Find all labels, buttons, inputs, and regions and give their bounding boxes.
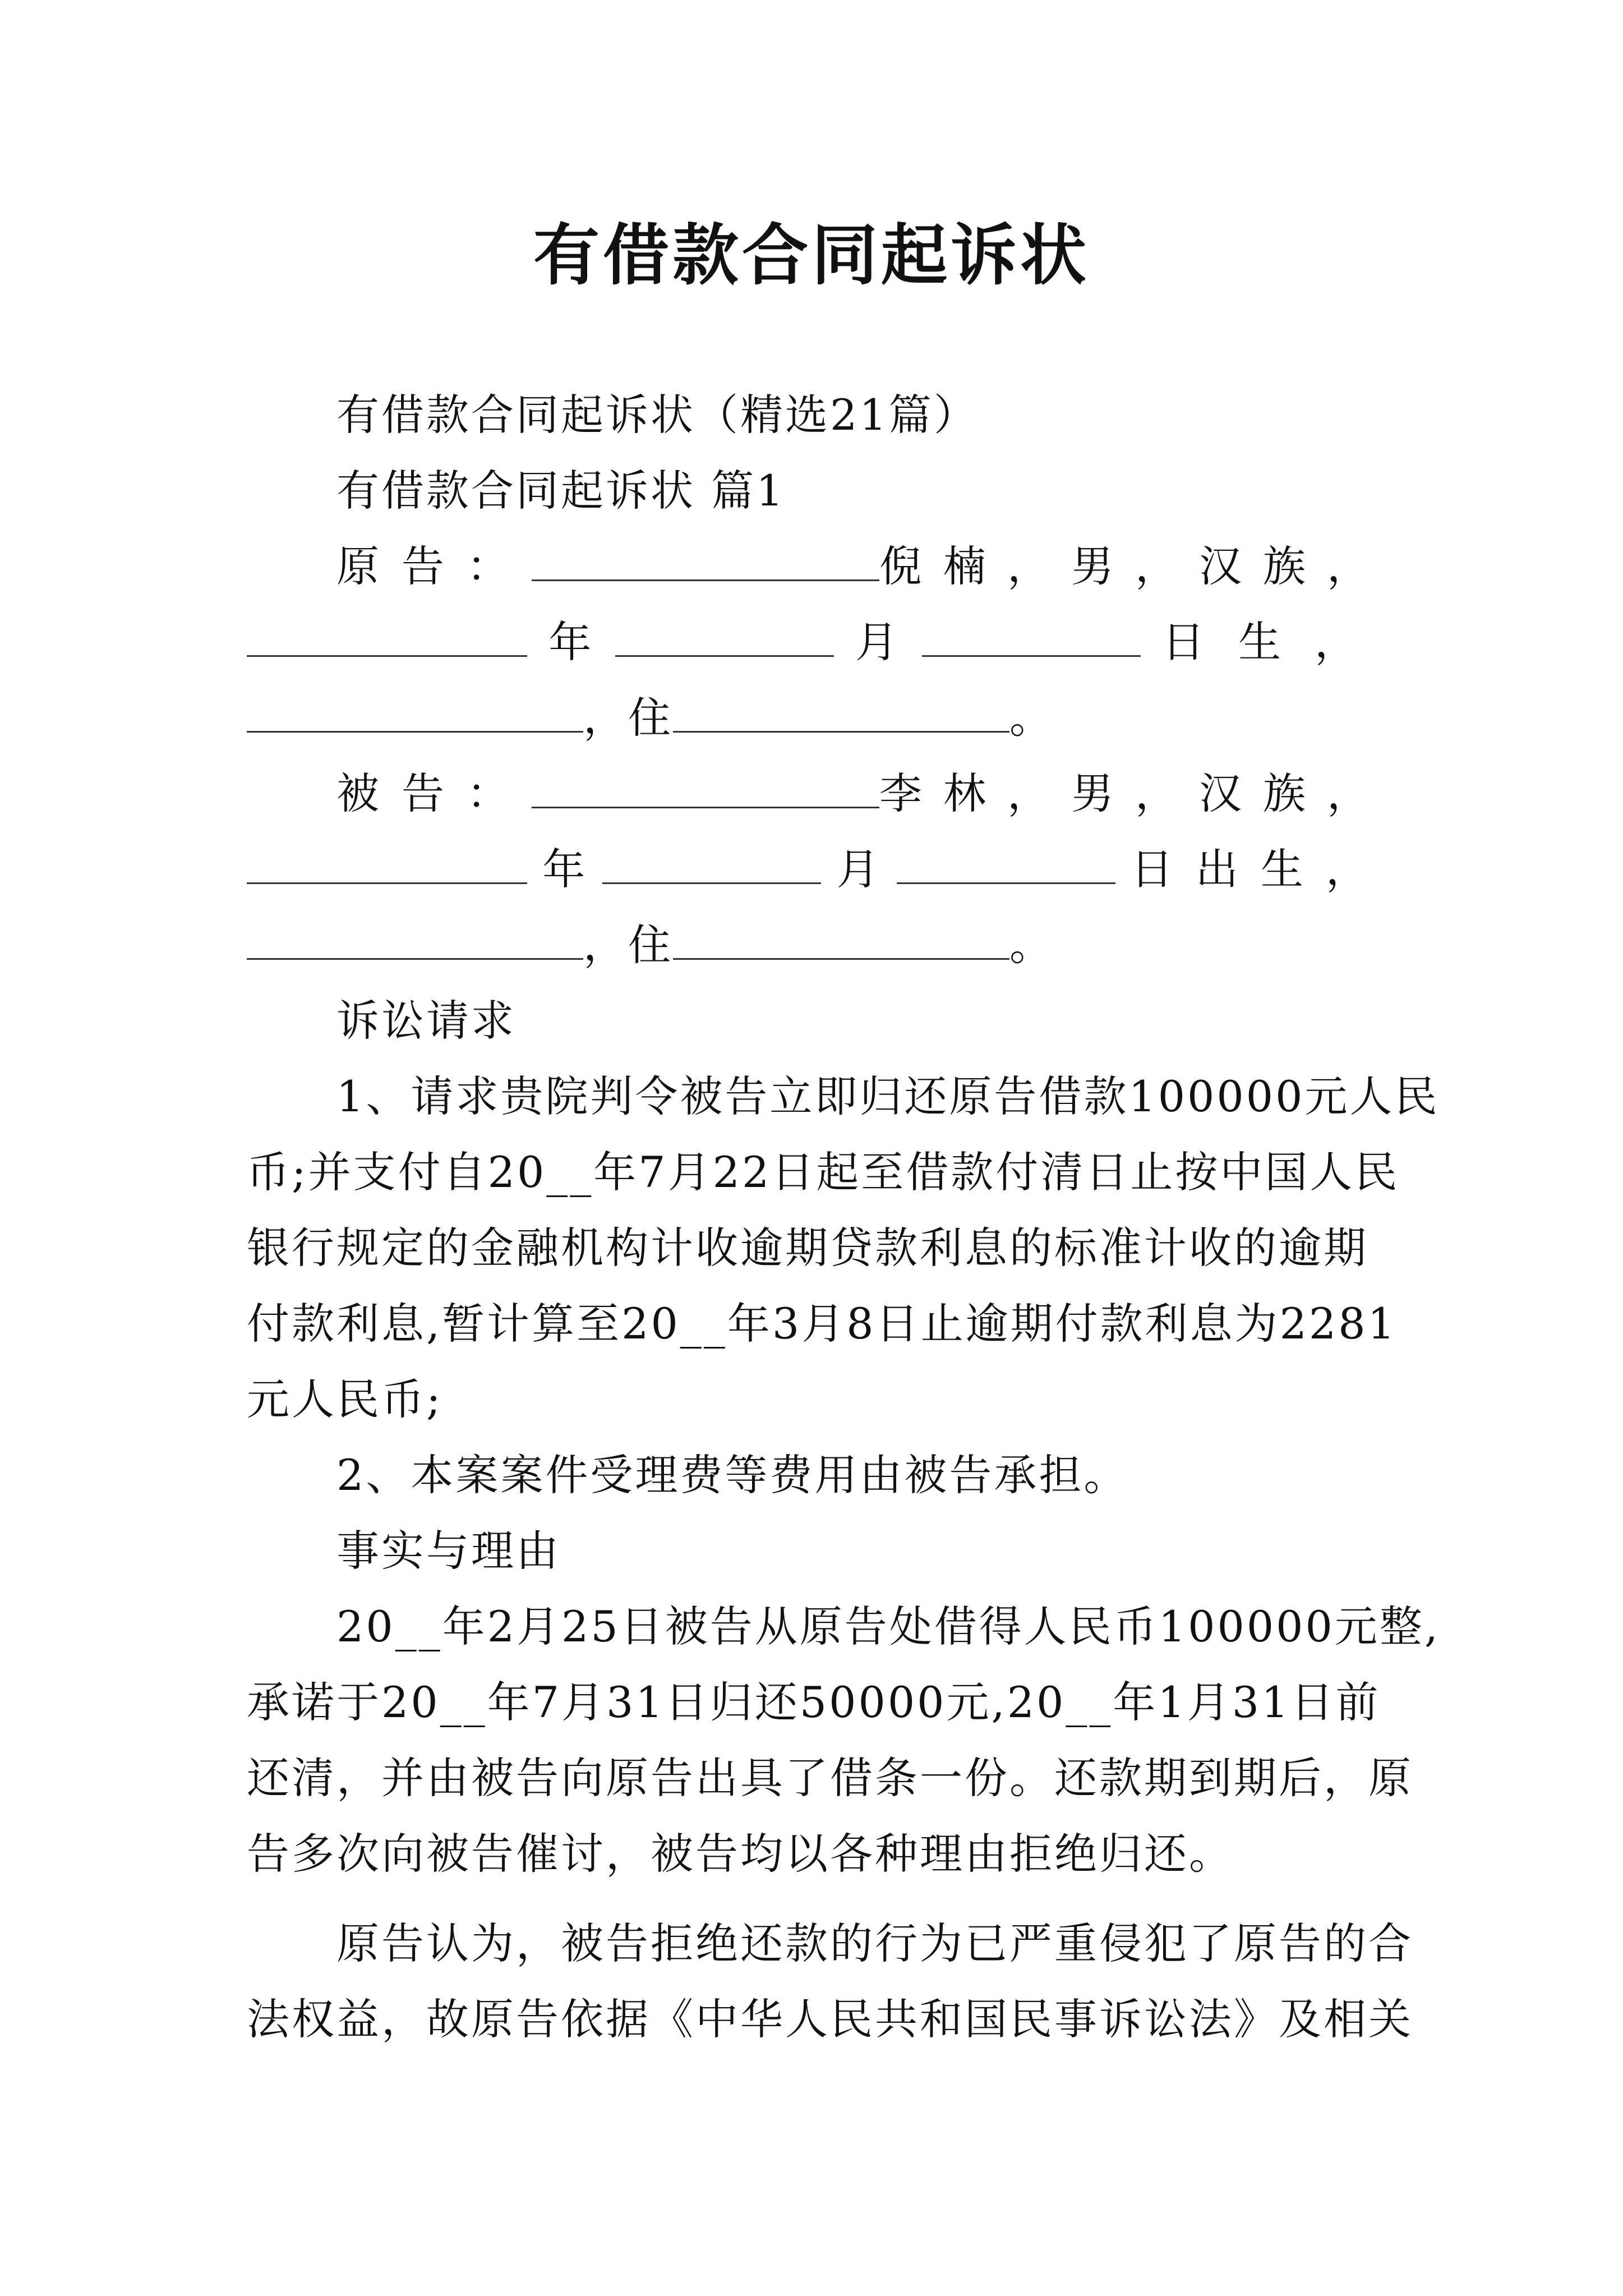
plaintiff-id-blank xyxy=(247,692,583,733)
facts-1-line-3: 还清，并由被告向原告出具了借条一份。还款期到期后，原 xyxy=(247,1753,1413,1803)
facts-1-line-4: 告多次向被告催讨，被告均以各种理由拒绝归还。 xyxy=(247,1829,1234,1879)
defendant-id-blank xyxy=(247,919,583,960)
plaintiff-year-blank xyxy=(247,616,527,657)
plaintiff-year: 年 xyxy=(548,617,594,667)
facts-2-line-1: 原告认为，被告拒绝还款的行为已严重侵犯了原告的合 xyxy=(336,1918,1413,1968)
facts-1-line-2: 承诺于20__年7月31日归还50000元,20__年1月31日前 xyxy=(247,1677,1381,1727)
defendant-live: ，住 xyxy=(583,920,673,970)
plaintiff-month-blank xyxy=(615,616,834,657)
subtitle: 有借款合同起诉状（精选21篇） xyxy=(336,390,979,440)
claim-1-line-1: 1、请求贵院判令被告立即归还原告借款100000元人民 xyxy=(336,1071,1440,1121)
section-heading: 有借款合同起诉状 篇1 xyxy=(336,466,786,516)
facts-heading: 事实与理由 xyxy=(336,1526,561,1576)
plaintiff-blank xyxy=(532,540,879,581)
defendant-name: 李林，男，汉族， xyxy=(879,769,1391,818)
plaintiff-day-blank xyxy=(922,616,1141,657)
claim-1-line-5: 元人民币; xyxy=(247,1374,443,1424)
defendant-label: 被告： xyxy=(336,769,532,818)
plaintiff-label: 原告： xyxy=(336,541,532,591)
defendant-end: 。 xyxy=(1009,920,1054,970)
claim-1-line-3: 银行规定的金融机构计收逾期贷款利息的标准计收的逾期 xyxy=(247,1223,1368,1273)
defendant-day-blank xyxy=(897,843,1115,884)
document-title: 有借款合同起诉状 xyxy=(533,216,1090,294)
defendant-day: 日出生， xyxy=(1130,844,1391,894)
plaintiff-name: 倪楠，男，汉族， xyxy=(879,541,1391,591)
plaintiff-address-blank xyxy=(673,692,1009,733)
defendant-blank xyxy=(532,767,879,808)
plaintiff-line-3 xyxy=(247,690,1391,746)
claims-heading: 诉讼请求 xyxy=(336,996,516,1046)
defendant-line-2 xyxy=(247,841,1391,898)
facts-2-line-2: 法权益，故原告依据《中华人民共和国民事诉讼法》及相关 xyxy=(247,1994,1413,2044)
plaintiff-day: 日生， xyxy=(1161,617,1391,667)
defendant-year: 年 xyxy=(542,844,588,894)
defendant-line-3 xyxy=(247,917,1391,973)
claim-2: 2、本案案件受理费等费用由被告承担。 xyxy=(336,1450,1129,1500)
plaintiff-line-1 xyxy=(336,539,1391,595)
defendant-month-blank xyxy=(602,843,821,884)
defendant-year-blank xyxy=(247,843,527,884)
plaintiff-month: 月 xyxy=(855,617,901,667)
defendant-month: 月 xyxy=(836,844,882,894)
plaintiff-end: 。 xyxy=(1009,693,1054,743)
plaintiff-live: ，住 xyxy=(583,693,673,743)
defendant-line-1 xyxy=(336,766,1391,822)
facts-1-line-1: 20__年2月25日被告从原告处借得人民币100000元整, xyxy=(336,1602,1441,1651)
claim-1-line-4: 付款利息,暂计算至20__年3月8日止逾期付款利息为2281 xyxy=(247,1299,1397,1349)
plaintiff-line-2 xyxy=(247,614,1391,670)
claim-1-line-2: 币;并支付自20__年7月22日起至借款付清日止按中国人民 xyxy=(247,1147,1400,1197)
defendant-address-blank xyxy=(673,919,1009,960)
